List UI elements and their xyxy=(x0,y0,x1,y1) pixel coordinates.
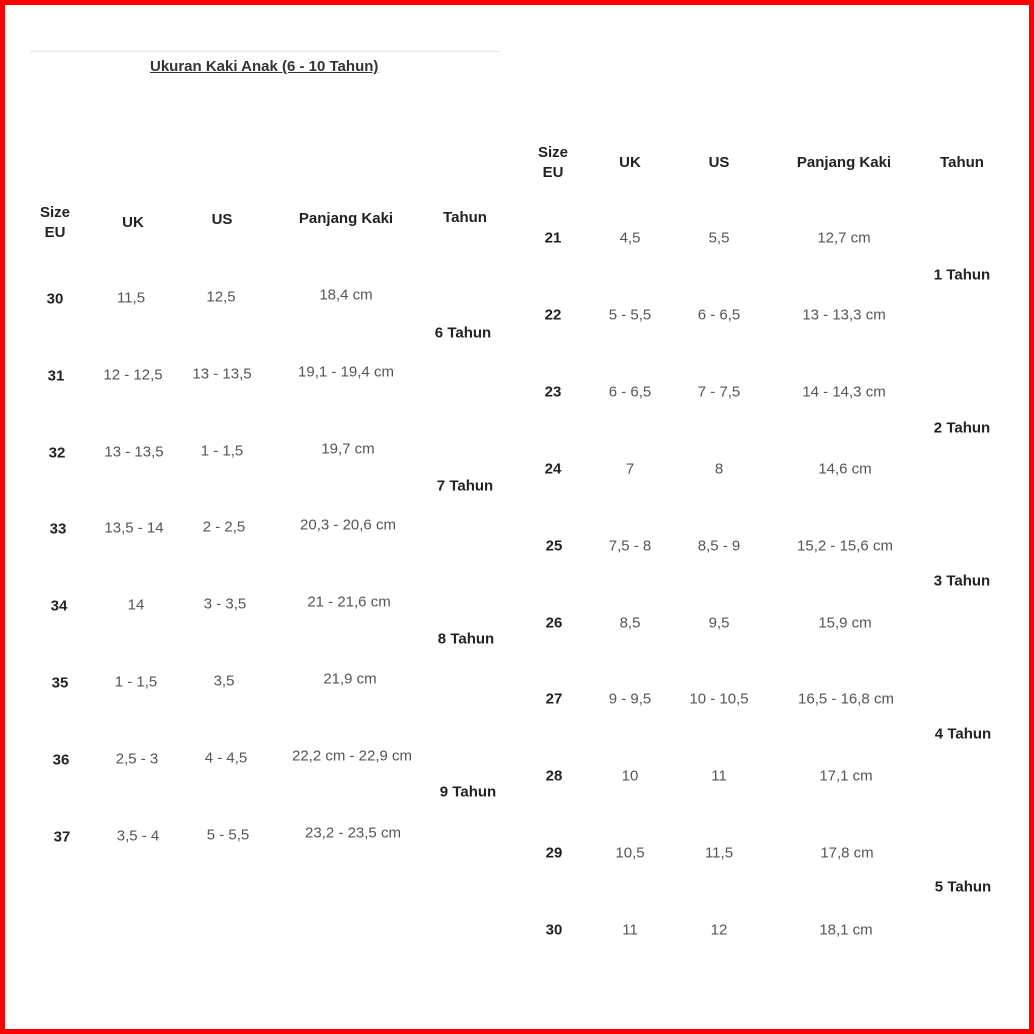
left-row-2-panjang: 19,7 cm xyxy=(321,440,375,458)
left-age-1: 7 Tahun xyxy=(436,477,494,495)
left-row-7-us: 5 - 5,5 xyxy=(206,826,250,844)
right-row-6-panjang: 16,5 - 16,8 cm xyxy=(798,690,894,708)
right-row-1-eu: 22 xyxy=(544,306,562,324)
left-row-7-eu: 37 xyxy=(53,828,71,846)
page-title: Ukuran Kaki Anak (6 - 10 Tahun) xyxy=(150,58,379,75)
right-tahun-header: Tahun xyxy=(940,154,984,171)
size-eu-header-line2: EU xyxy=(44,224,66,241)
right-row-1-uk: 5 - 5,5 xyxy=(608,306,652,324)
left-row-1-panjang: 19,1 - 19,4 cm xyxy=(298,363,394,381)
right-row-9-eu: 30 xyxy=(545,921,563,939)
left-row-1-eu: 31 xyxy=(47,367,65,385)
left-row-3-eu: 33 xyxy=(49,520,67,538)
left-us-header: US xyxy=(211,211,233,228)
right-age-1: 2 Tahun xyxy=(933,419,991,437)
right-uk-header: UK xyxy=(619,154,641,171)
right-row-5-us: 9,5 xyxy=(708,614,730,631)
right-row-0-panjang: 12,7 cm xyxy=(817,229,871,247)
left-age-0: 6 Tahun xyxy=(434,324,492,342)
right-row-4-us: 8,5 - 9 xyxy=(697,537,741,555)
right-row-0-us: 5,5 xyxy=(708,229,730,247)
right-row-2-uk: 6 - 6,5 xyxy=(608,383,652,401)
size-eu-header-line1: Size xyxy=(39,204,71,221)
right-row-8-panjang: 17,8 cm xyxy=(820,844,874,862)
left-row-3-us: 2 - 2,5 xyxy=(202,518,246,536)
right-row-7-panjang: 17,1 cm xyxy=(819,767,873,785)
right-row-0-eu: 21 xyxy=(544,229,562,247)
right-row-8-uk: 10,5 xyxy=(615,844,645,862)
right-row-3-uk: 7 xyxy=(625,460,635,478)
size-eu-header-line2: EU xyxy=(542,164,564,181)
top-divider xyxy=(30,51,500,52)
right-row-5-uk: 8,5 xyxy=(619,614,641,631)
left-row-2-uk: 13 - 13,5 xyxy=(104,443,164,461)
right-row-7-us: 11 xyxy=(711,767,727,785)
left-row-2-us: 1 - 1,5 xyxy=(200,442,244,460)
left-age-2: 8 Tahun xyxy=(437,630,495,648)
size-eu-header-line1: Size xyxy=(537,144,569,161)
left-row-7-uk: 3,5 - 4 xyxy=(116,827,160,845)
right-row-4-uk: 7,5 - 8 xyxy=(608,537,652,555)
right-row-5-eu: 26 xyxy=(545,614,563,631)
left-row-5-uk: 1 - 1,5 xyxy=(114,673,158,691)
right-row-9-us: 12 xyxy=(710,921,728,939)
left-row-5-eu: 35 xyxy=(51,674,69,692)
left-row-4-eu: 34 xyxy=(50,597,68,615)
right-row-9-uk: 11 xyxy=(622,921,638,939)
left-row-6-uk: 2,5 - 3 xyxy=(115,750,159,768)
left-row-1-uk: 12 - 12,5 xyxy=(103,366,163,384)
right-row-2-panjang: 14 - 14,3 cm xyxy=(802,383,886,401)
right-row-3-us: 8 xyxy=(714,460,724,478)
left-row-1-us: 13 - 13,5 xyxy=(192,365,252,383)
right-row-6-us: 10 - 10,5 xyxy=(689,690,749,708)
left-row-4-uk: 14 xyxy=(127,596,145,614)
left-row-0-eu: 30 xyxy=(46,290,64,308)
right-row-2-us: 7 - 7,5 xyxy=(697,383,741,401)
left-uk-header: UK xyxy=(122,214,144,231)
right-row-4-eu: 25 xyxy=(545,537,563,555)
left-row-6-panjang: 22,2 cm - 22,9 cm xyxy=(291,747,413,765)
left-row-7-panjang: 23,2 - 23,5 cm xyxy=(305,824,401,842)
left-row-5-us: 3,5 xyxy=(213,672,235,690)
left-row-6-eu: 36 xyxy=(52,751,70,769)
left-tahun-header: Tahun xyxy=(443,209,487,226)
right-age-3: 4 Tahun xyxy=(934,725,992,743)
left-age-3: 9 Tahun xyxy=(439,783,497,801)
right-size-eu-header xyxy=(538,143,568,183)
left-size-eu-header xyxy=(40,203,70,243)
right-row-8-us: 11,5 xyxy=(704,844,734,862)
left-row-3-panjang: 20,3 - 20,6 cm xyxy=(300,516,396,534)
left-row-4-us: 3 - 3,5 xyxy=(203,595,247,613)
right-age-2: 3 Tahun xyxy=(933,572,991,590)
left-row-6-us: 4 - 4,5 xyxy=(204,749,248,767)
left-row-0-us: 12,5 xyxy=(206,288,236,306)
left-panjang-header: Panjang Kaki xyxy=(298,210,394,227)
right-row-4-panjang: 15,2 - 15,6 cm xyxy=(797,537,893,555)
right-age-0: 1 Tahun xyxy=(933,266,991,284)
right-row-7-uk: 10 xyxy=(621,767,639,785)
right-row-2-eu: 23 xyxy=(544,383,562,401)
right-age-4: 5 Tahun xyxy=(934,878,992,896)
right-panjang-header: Panjang Kaki xyxy=(796,154,892,171)
right-row-6-eu: 27 xyxy=(545,690,563,708)
right-row-0-uk: 4,5 xyxy=(619,229,641,247)
right-row-3-eu: 24 xyxy=(544,460,562,478)
left-row-4-panjang: 21 - 21,6 cm xyxy=(307,593,391,611)
left-row-3-uk: 13,5 - 14 xyxy=(104,519,164,537)
left-row-0-panjang: 18,4 cm xyxy=(319,286,373,304)
left-row-5-panjang: 21,9 cm xyxy=(323,670,377,688)
right-row-5-panjang: 15,9 cm xyxy=(818,614,872,631)
right-row-8-eu: 29 xyxy=(545,844,563,862)
left-row-0-uk: 11,5 xyxy=(116,289,146,307)
right-row-9-panjang: 18,1 cm xyxy=(819,921,873,939)
right-row-3-panjang: 14,6 cm xyxy=(818,460,872,478)
right-row-1-us: 6 - 6,5 xyxy=(697,306,741,324)
left-row-2-eu: 32 xyxy=(48,444,66,462)
right-row-6-uk: 9 - 9,5 xyxy=(608,690,652,708)
right-row-7-eu: 28 xyxy=(545,767,563,785)
right-row-1-panjang: 13 - 13,3 cm xyxy=(802,306,886,324)
right-us-header: US xyxy=(708,154,730,171)
